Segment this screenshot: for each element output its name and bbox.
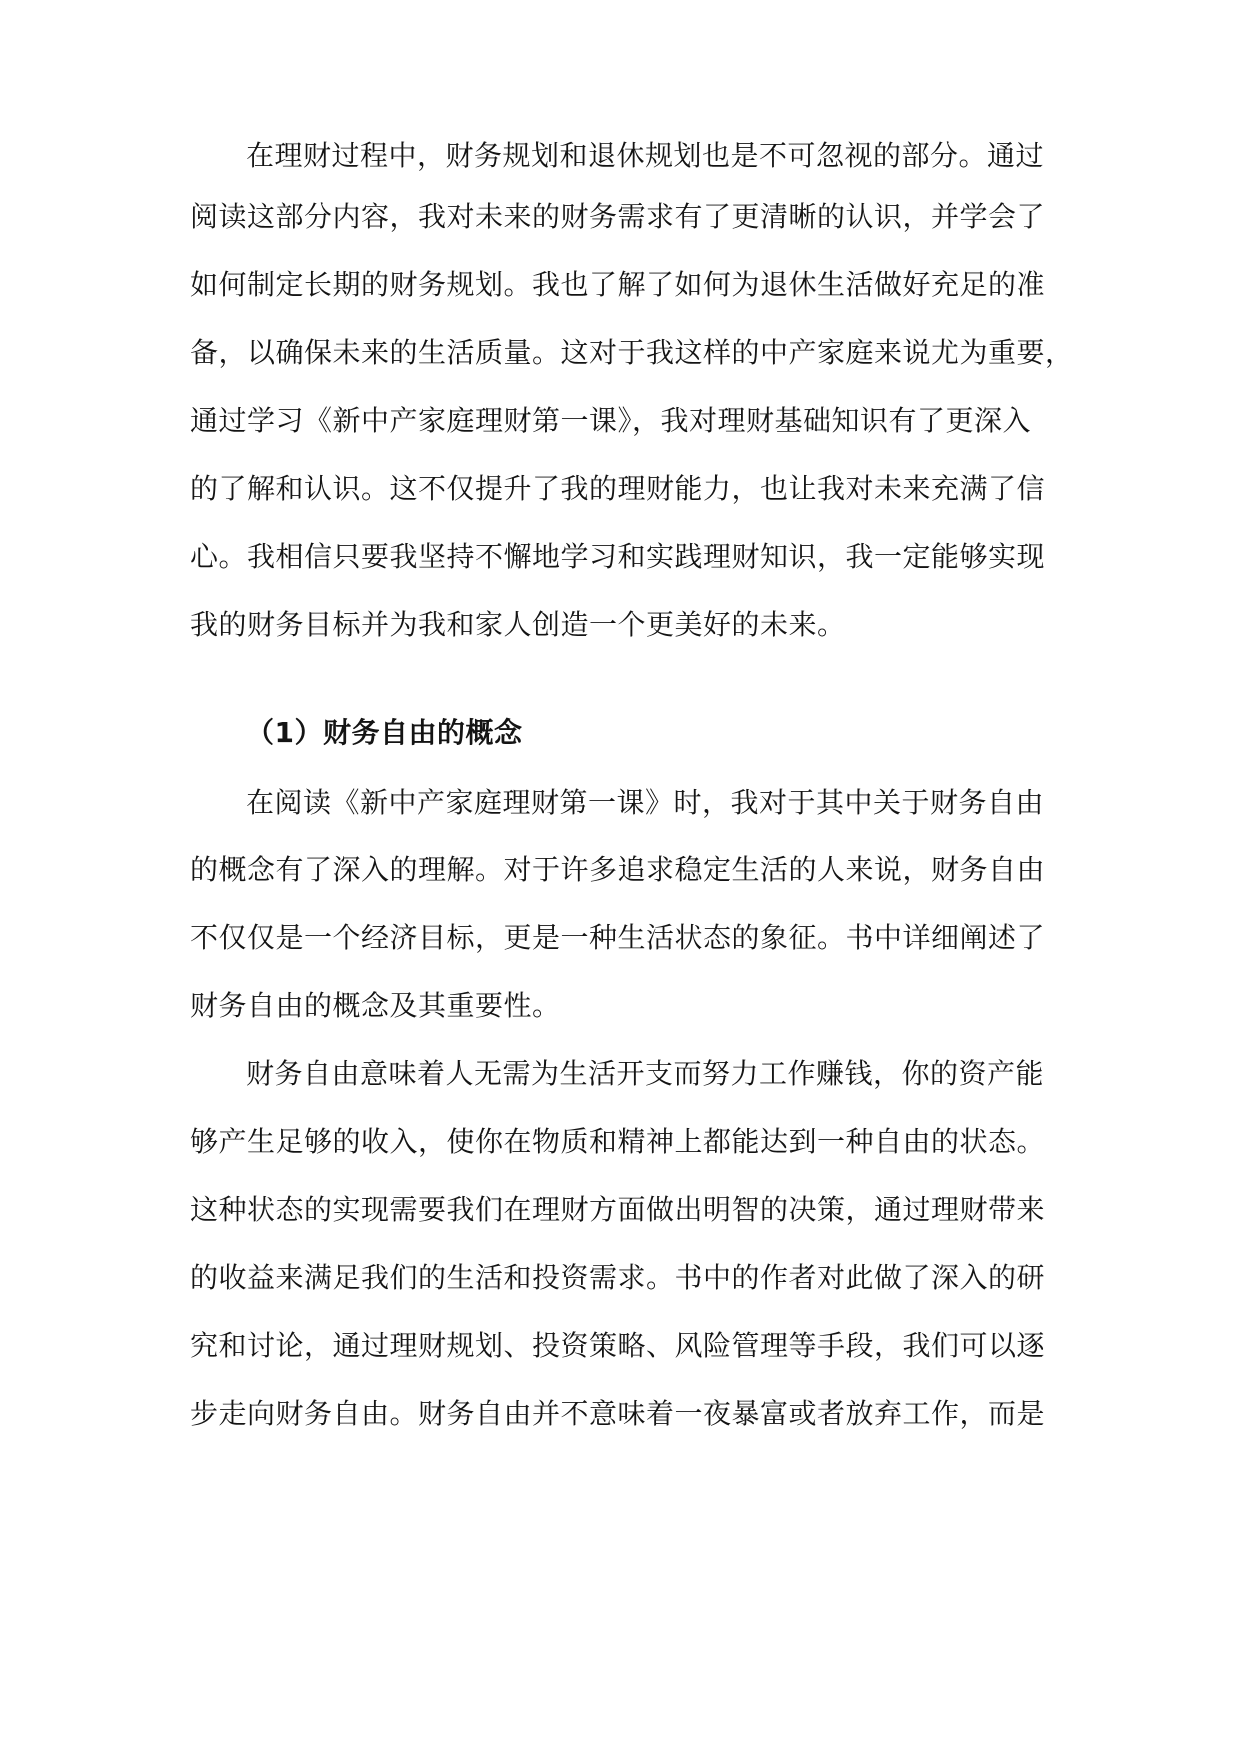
paragraph-3-line-6: 步走向财务自由。财务自由并不意味着一夜暴富或者放弃工作，而是 bbox=[190, 1397, 1046, 1430]
paragraph-2-line-2: 的概念有了深入的理解。对于许多追求稳定生活的人来说，财务自由 bbox=[190, 853, 1046, 886]
paragraph-3-line-2: 够产生足够的收入，使你在物质和精神上都能达到一种自由的状态。 bbox=[190, 1125, 1046, 1158]
section-heading: （1）财务自由的概念 bbox=[246, 716, 523, 749]
paragraph-2-line-4: 财务自由的概念及其重要性。 bbox=[190, 989, 561, 1022]
paragraph-1-line-1: 在理财过程中，财务规划和退休规划也是不可忽视的部分。通过 bbox=[246, 139, 1045, 172]
paragraph-1-line-3: 如何制定长期的财务规划。我也了解了如何为退休生活做好充足的准 bbox=[190, 268, 1046, 301]
paragraph-1-line-8: 我的财务目标并为我和家人创造一个更美好的未来。 bbox=[190, 608, 846, 641]
paragraph-1-line-4: 备，以确保未来的生活质量。这对于我这样的中产家庭来说尤为重要， bbox=[190, 336, 1074, 369]
paragraph-3-line-5: 究和讨论，通过理财规划、投资策略、风险管理等手段，我们可以逐 bbox=[190, 1329, 1046, 1362]
paragraph-2-line-3: 不仅仅是一个经济目标，更是一种生活状态的象征。书中详细阐述了 bbox=[190, 921, 1046, 954]
paragraph-2-line-1: 在阅读《新中产家庭理财第一课》时，我对于其中关于财务自由 bbox=[246, 786, 1045, 819]
paragraph-3-line-4: 的收益来满足我们的生活和投资需求。书中的作者对此做了深入的研 bbox=[190, 1261, 1046, 1294]
paragraph-1-line-7: 心。我相信只要我坚持不懈地学习和实践理财知识，我一定能够实现 bbox=[190, 540, 1046, 573]
paragraph-3-line-1: 财务自由意味着人无需为生活开支而努力工作赚钱，你的资产能 bbox=[246, 1057, 1045, 1090]
paragraph-3-line-3: 这种状态的实现需要我们在理财方面做出明智的决策，通过理财带来 bbox=[190, 1193, 1046, 1226]
paragraph-1-line-2: 阅读这部分内容，我对未来的财务需求有了更清晰的认识，并学会了 bbox=[190, 200, 1046, 233]
paragraph-1-line-6: 的了解和认识。这不仅提升了我的理财能力，也让我对未来充满了信 bbox=[190, 472, 1046, 505]
paragraph-1-line-5: 通过学习《新中产家庭理财第一课》，我对理财基础知识有了更深入 bbox=[190, 404, 1032, 437]
